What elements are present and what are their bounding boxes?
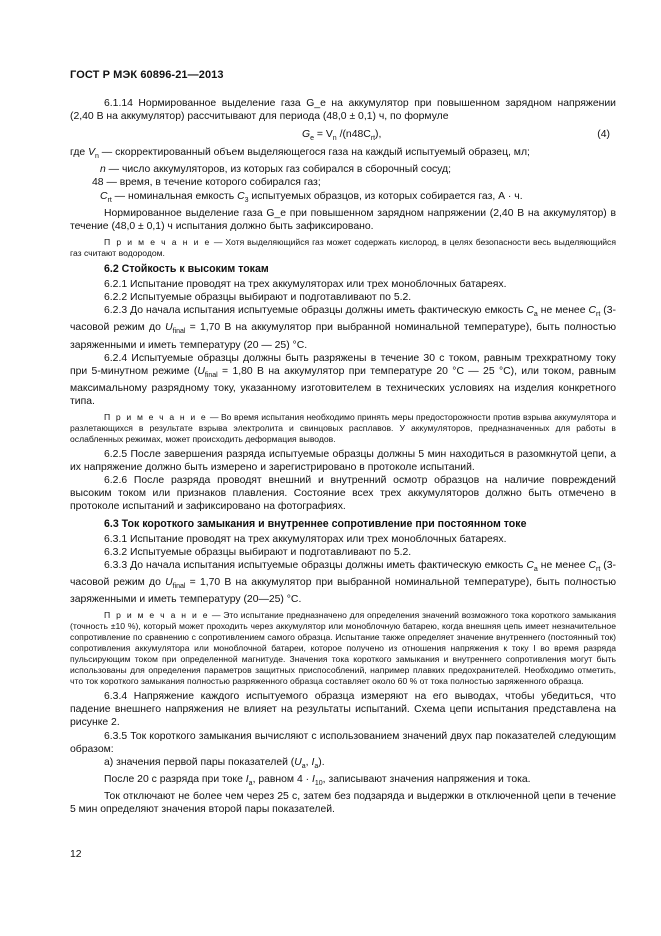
paragraph-current-off: Ток отключают не более чем через 25 с, затем без подзаряда и выдержки в отключенной цепи в течение 5 мин определяют значения второй пары показателей. [70,791,616,816]
paragraph-6-2-6: 6.2.6 После разряда проводят внешний и внутренний осмотр образцов на наличие повреждений высоким током или признаков плавления. Состояние всех трех аккумуляторов должно быть отмечено в протоколе испытаний и зафиксировано на фотографиях. [70,475,616,513]
note-short-circuit: П р и м е ч а н и е — Это испытание предназначено для определения значений возможного тока короткого замыкания (точность ±10 %), который может проходить через аккумулятор или моноблочную батарею, когда внешняя цепь имеет незначительное сопротивление по сравнению с сопротивлением самого образца. Испытание также определяет значение внутреннего (постоянный ток) сопротивления аккумулятора или моноблочной батареи, которое получено из отношения напряжения к току I во время разряда пульсирующим током при определенной магнитуде. Значения тока короткого замыкания и внутреннего сопротивления могут быть использованы для определения параметров защитных приспособлений, например плавких предохранителей. Необходимо отметить, что ток короткого замыкания полностью разряженного образца составляет около 60 % от тока полностью заряженного образца. [70,610,616,687]
formula-expression: $G_e = V_n$ $/(n48C_{rt})$, [302,129,382,143]
section-6-2-title: 6.2 Стойкость к высоким токам [104,262,269,275]
where-48: 48 — время, в течение которого собирался газ; [92,177,321,189]
paragraph-6-2-1: 6.2.1 Испытание проводят на трех аккумуляторах или трех моноблочных батареях. [104,279,507,290]
section-6-3-title: 6.3 Ток короткого замыкания и внутреннее сопротивление при постоянном токе [104,517,527,530]
paragraph-6-2-4: 6.2.4 Испытуемые образцы должны быть разряжены в течение 30 с током, равным трехкратному току при 5-минутном режиме ($U_{final} = 1,80$ В на аккумулятор при температуре 20 °С — 25 °С), или током, равным максимальному разрядному току, указанному изготовителем в технических условиях на изделия конкретного типа. [70,352,616,407]
paragraph-6-3-3: 6.3.3 До начала испытания испытуемые образцы должны иметь фактическую емкость $C_a$ не менее $C_{rt}$ (3-часовой режим до $U_{final} = 1,70$ В на аккумулятор при выбранной номинальной температуре), быть полностью заряженными и иметь температуру (20—25) °С. [70,559,616,606]
page-number: 12 [70,849,82,860]
paragraph-gas-normalized: Нормированное выделение газа G_e при повышенном зарядном напряжении (2,40 В на аккумулятор) в течение (48,0 ± 0,1) ч испытания должно быть зафиксировано. [70,207,616,232]
formula-number: (4) [597,129,610,141]
paragraph-6-1-14: 6.1.14 Нормированное выделение газа G_e на аккумулятор при повышенном зарядном напряжении (2,40 В на аккумулятор) рассчитывают для периода (48,0 ± 0,1) ч, по формуле [70,98,616,123]
where-crt: $C_{rt}$ — номинальная емкость $C_3$ испытуемых образцов, из которых собирается газ, А · ч. [100,190,523,204]
document-body [70,97,616,816]
paragraph-6-2-2: 6.2.2 Испытуемые образцы выбирают и подготавливают по 5.2. [104,292,412,304]
paragraph-6-3-4: 6.3.4 Напряжение каждого испытуемого образца измеряют на его выводах, чтобы убедиться, что падение внешнего напряжения не влияет на результаты испытаний. Схема цепи испытания представлена на рисунке 2. [70,691,616,729]
paragraph-after-20s: После 20 с разряда при токе $I_a$, равном $4 \cdot I_{10}$, записывают значения напряжения и тока. [104,773,531,787]
note-explosion: П р и м е ч а н и е — Во время испытания необходимо принять меры предосторожности против взрыва аккумулятора и разлетающихся в результате взрыва электролита и свинцовых расплавов. У аккумуляторов, предназначенных для работы в ослабленных режимах, может происходить деформация выводов. [70,412,616,445]
paragraph-6-3-1: 6.3.1 Испытание проводят на трех аккумуляторах или трех моноблочных батареях. [104,533,507,545]
formula-4 [70,128,616,143]
note-hydrogen: П р и м е ч а н и е — Хотя выделяющийся газ может содержать кислород, в целях безопасности весь выделяющийся газ считают водородом. [70,236,616,258]
where-vn: где $V_n$ — скорректированный объем выделяющегося газа на каждый испытуемый образец, мл; [70,147,530,161]
paragraph-6-2-3: 6.2.3 До начала испытания испытуемые образцы должны иметь фактическую емкость $C_a$ не менее $C_{rt}$ (3-часовой режим до $U_{final} = 1,70$ В на аккумулятор при выбранной номинальной температуре), быть полностью заряженными и иметь температуру (20 — 25) °С. [70,305,616,351]
paragraph-6-2-5: 6.2.5 После завершения разряда испытуемые образцы должны 5 мин находиться в разомкнутой цепи, а их напряжение должно быть измерено и зарегистрировано в протоколе испытаний. [70,449,616,474]
where-n: n — число аккумуляторов, из которых газ собирался в сборочный сосуд; [100,164,451,176]
list-item-a: а) значения первой пары показателей ($U_a$, $I_a$). [104,756,325,770]
paragraph-6-3-5: 6.3.5 Ток короткого замыкания вычисляют с использованием значений двух пар показателей следующим образом: [70,730,616,755]
standard-header: ГОСТ Р МЭК 60896-21—2013 [70,69,224,81]
paragraph-6-3-2: 6.3.2 Испытуемые образцы выбирают и подготавливают по 5.2. [104,546,412,558]
